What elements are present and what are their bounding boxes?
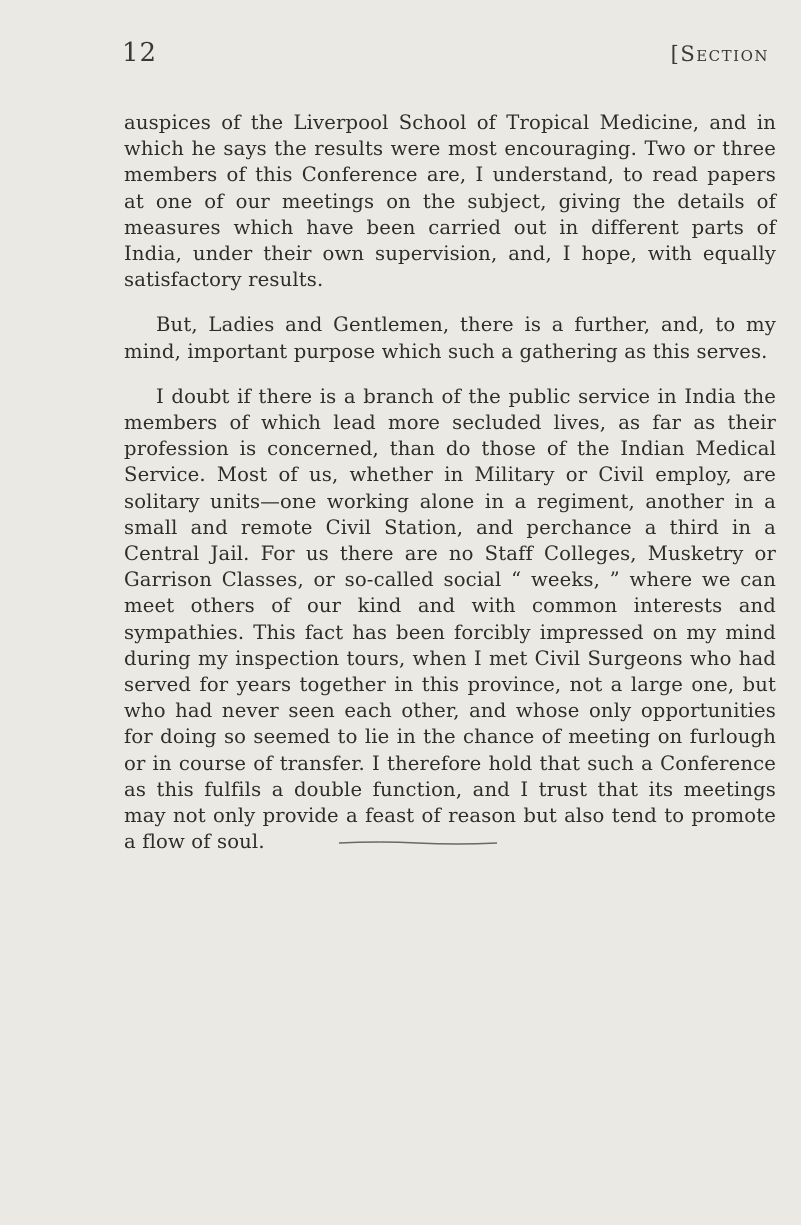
body-text — [124, 110, 776, 874]
end-rule-ornament — [337, 840, 499, 846]
paragraph-continued: auspices of the Liverpool School of Tropical Medicine, and in which he says the results were most encouraging. Two or three members of this Conference are, I understand, to read papers at one of our meetings on the subject, giving the details of measures which have been carried out in different parts of India, under their own supervision, and, I hope, with equally satisfactory results. — [124, 111, 776, 292]
page-number: 12 — [122, 38, 158, 68]
running-head — [0, 38, 801, 78]
paragraph-purpose: But, Ladies and Gentlemen, there is a further, and, to my mind, important purpose which such a gathering as this serves. — [124, 313, 776, 363]
paragraph-secluded-lives: I doubt if there is a branch of the public service in India the members of which lead more secluded lives, as far as their profession is concerned, than do those of the Indian Medical Service. Most of us, whether in Military or Civil employ, are solitary units—one working alone in a regiment, another in a small and remote Civil Station, and perchance a third in a Central Jail. For us there are no Staff Colleges, Musketry or Garrison Classes, or so-called social “ weeks, ” where we can meet others of our kind and with common interests and sympathies. This fact has been forcibly impressed on my mind during my inspection tours, when I met Civil Surgeons who had served for years together in this province, not a large one, but who had never seen each other, and whose only opportunities for doing so seemed to lie in the chance of meeting on furlough or in course of transfer. I therefore hold that such a Conference as this fulfils a double function, and I trust that its meetings may not only provide a feast of reason but also tend to promote a flow of soul. — [124, 384, 776, 854]
section-heading: [Section — [670, 42, 769, 66]
